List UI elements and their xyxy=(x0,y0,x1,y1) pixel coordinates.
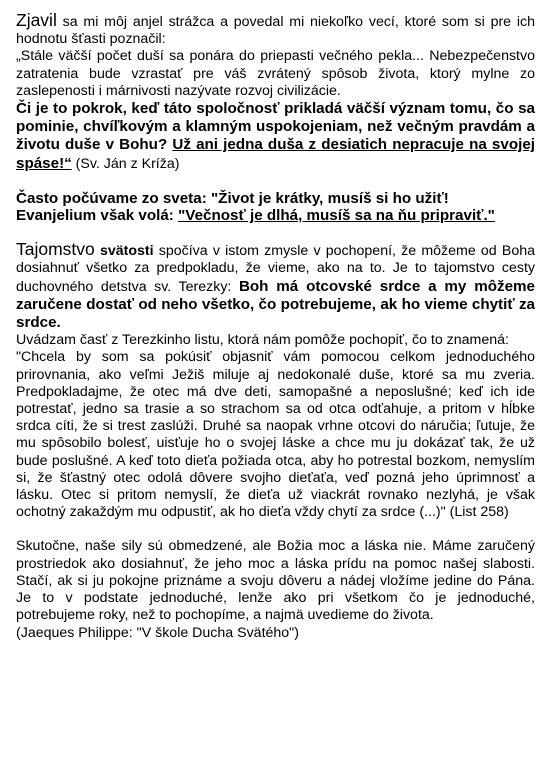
lead-word-svatosti: svätosti xyxy=(94,243,154,260)
angel-source: (Sv. Ján z Kríža) xyxy=(71,155,180,172)
paragraph-angel-intro xyxy=(16,12,535,48)
gospel-label: Evanjelium však volá: xyxy=(16,207,179,225)
intro-text: sa mi môj anjel strážca a povedal mi niekoľko vecí, ktoré som si pre ich hodnotu šťasti poznačil: xyxy=(16,14,535,48)
gospel-quote: "Večnosť je dlhá, musíš sa na ňu pripraviť." xyxy=(178,207,495,225)
paragraph-world-saying xyxy=(16,190,535,224)
letter-intro-text: Uvádzam časť z Terezkinho listu, ktorá nám pomôže pochopiť, čo to znamená: xyxy=(16,332,509,349)
paragraph-angel-question xyxy=(16,100,535,173)
conclusion-source: (Jaeques Philippe: "V škole Ducha Svätého") xyxy=(16,624,299,641)
world-saying-quote: "Život je krátky, musíš si ho užiť! xyxy=(210,189,449,207)
conclusion-text: Skutočne, naše sily sú obmedzené, ale Božia moc a láska nie. Máme zaručený prostriedok ako dosiahnuť, že jeho moc a láska prídu na pomoc našej slabosti. Stačí, ak si ju pokojne priznáme a svoju dôveru a nádej vložíme jedine do Pána. Je to v podstate jednoduché, lenže ako pri všetkom čo je jednoduché, potrebujeme roky, než to pochopíme, a najmä uvedieme do života. xyxy=(16,538,535,624)
world-saying-label: Často počúvame zo sveta: xyxy=(16,189,211,207)
paragraph-mystery xyxy=(16,241,535,332)
letter-quote-text: "Chcela by som sa pokúsiť objasniť vám pomocou celkom jednoduchého prirovnania, ako veľmi Ježiš miluje aj nedokonalé duše, ktoré sa mu zveria. Predpokladajme, že otec má dve deti, samopašné a neposlušné; keď ich ide potrestať, jedno sa trasie a so strachom sa od otca odťahuje, a pritom v hĺbke srdca cíti, že si trest zaslúži. Druhé sa naopak vrhne otcovi do náručia; ľutuje, že mu spôsobilo bolesť, uisťuje ho o svojej láske a chce mu ju dokázať tak, že už bude poslušné. A keď toto dieťa požiada otca, aby ho potrestal bozkom, nemyslím si, že šťastný otec odolá dôvere svojho dieťaťa, veď pozná jeho úprimnosť a lásku. Otec si pritom nemyslí, že dieťa už viackrát rovnako nezlyhá, je však ochotný zakaždým mu odpustiť, ak ho dieťa vždy chytí za srdce (...)" (List 258) xyxy=(16,349,535,521)
paragraph-angel-quote xyxy=(16,48,535,100)
paragraph-letter-quote xyxy=(16,349,535,521)
lead-word-zjavil: Zjavil xyxy=(16,10,57,30)
angel-quote-text: „Stále väčší počet duší sa ponára do priepasti večného pekla... Nebezpečenstvo zatratenia bude vzrastať pre váš zvrátený spôsob života, ktorý mylne zo zaslepenosti i márnivosti nazývate rozvoj civilizácie. xyxy=(16,48,535,99)
question-underlined-text: Už ani jedna duša z desiatich nepracuje na svojej spáse!“ xyxy=(16,136,535,172)
paragraph-conclusion xyxy=(16,538,535,624)
question-bold-text: Či je to pokrok, keď táto spoločnosť prikladá väčší význam tomu, čo sa pominie, chvíľkovým a klamným uspokojeniam, než večným pravdám a životu duše v Bohu? xyxy=(16,100,535,154)
mystery-bold-text: Boh má otcovské srdce a my môžeme zaručene dostať od neho všetko, čo potrebujeme, ak ho vieme chytiť za srdce. xyxy=(16,277,535,332)
paragraph-letter-intro xyxy=(16,332,535,349)
mystery-text: spočíva v istom zmysle v pochopení, že môžeme od Boha dosiahnuť všetko za predpokladu, že vieme, ako na to. Je to tajomstvo cesty duchovného detstva sv. Terezky: xyxy=(16,243,535,295)
paragraph-source xyxy=(16,625,535,642)
lead-word-tajomstvo: Tajomstvo xyxy=(16,239,95,260)
